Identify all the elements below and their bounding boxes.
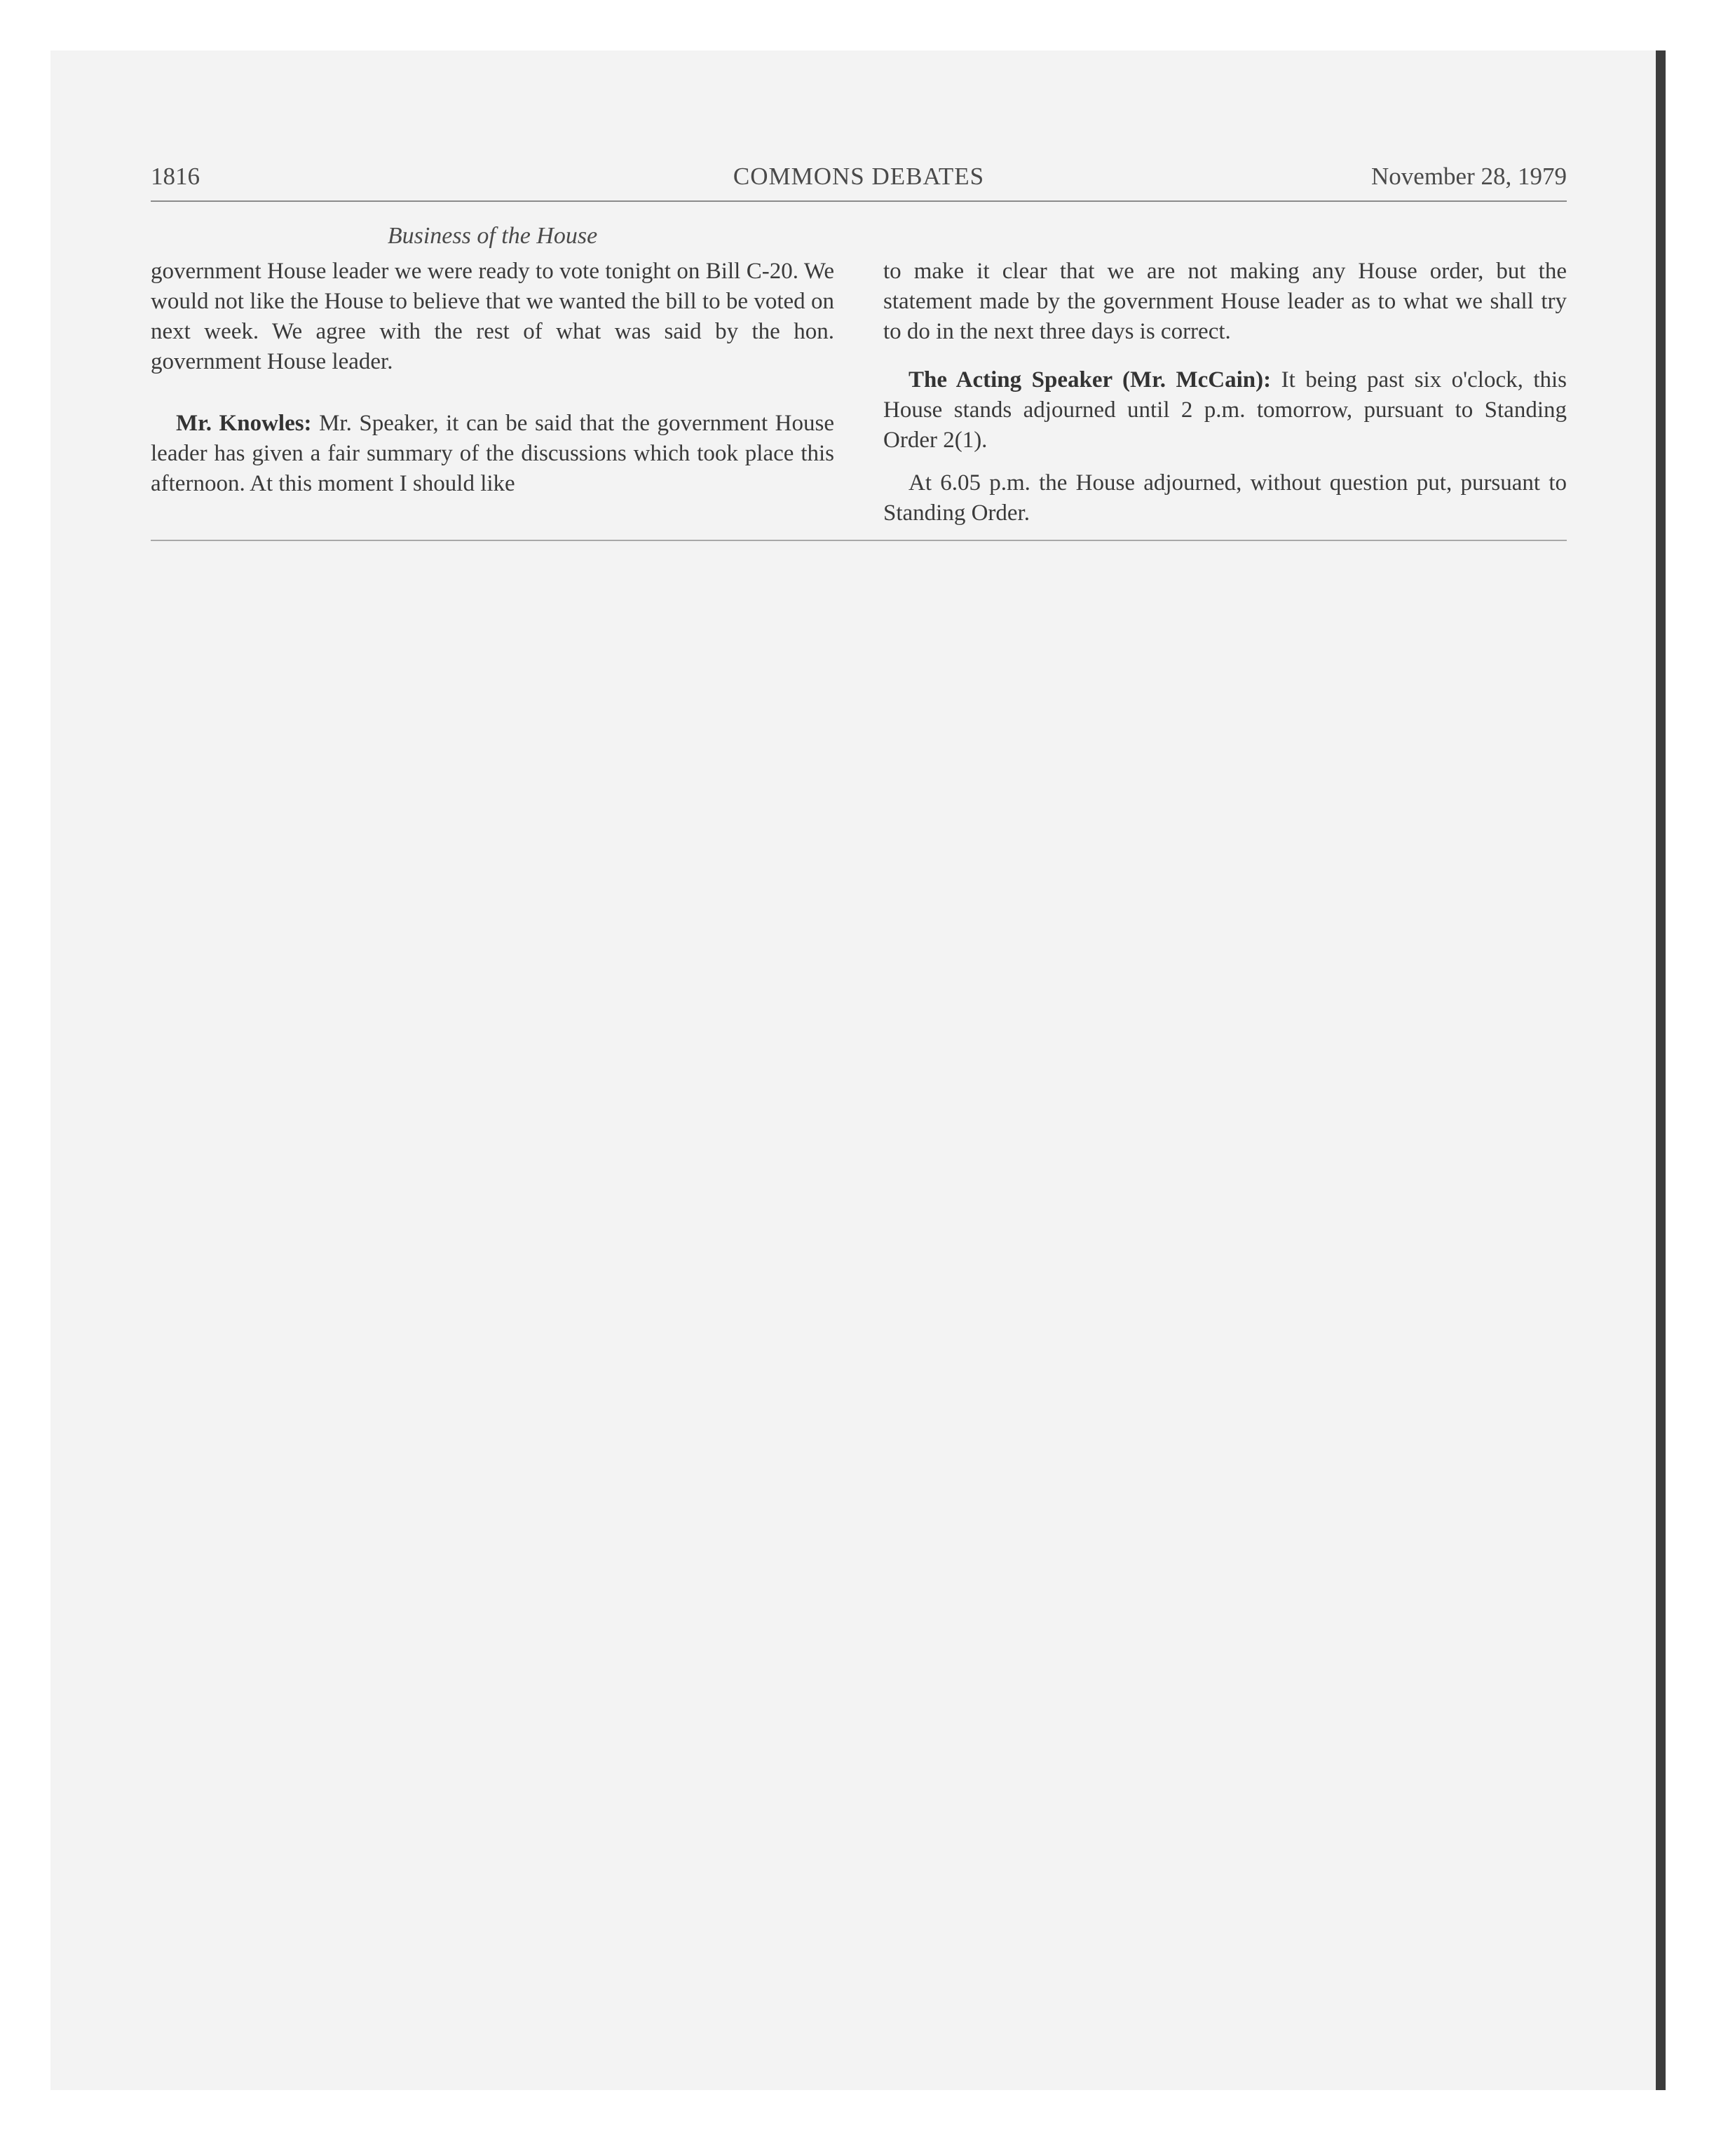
left-column bbox=[151, 257, 834, 499]
issue-date: November 28, 1979 bbox=[1371, 163, 1567, 190]
end-rule bbox=[151, 540, 1567, 541]
speech-text: Mr. Speaker, it can be said that the government House leader has given a fair summary of the discussions which took place this afternoon. At this moment I should like bbox=[151, 411, 834, 496]
paragraph bbox=[883, 365, 1567, 456]
page-number: 1816 bbox=[151, 163, 200, 190]
speech-text: It being past six o'clock, this House stands adjourned until 2 p.m. tomorrow, pursuant to Standing Order 2(1). bbox=[883, 367, 1567, 453]
paragraph: government House leader we were ready to vote tonight on Bill C-20. We would not like the House to believe that we wanted the bill to be voted on next week. We agree with the rest of what was said by the hon. government House leader. bbox=[151, 259, 834, 374]
header-rule bbox=[151, 200, 1567, 202]
paragraph bbox=[151, 409, 834, 499]
page-edge-shadow bbox=[1656, 50, 1666, 2090]
speaker-name: Mr. Knowles: bbox=[176, 411, 312, 436]
running-header bbox=[151, 163, 1567, 200]
speaker-name: The Acting Speaker (Mr. McCain): bbox=[909, 367, 1272, 393]
section-title: Business of the House bbox=[387, 223, 598, 249]
right-column bbox=[883, 257, 1567, 528]
paragraph: At 6.05 p.m. the House adjourned, without question put, pursuant to Standing Order. bbox=[883, 470, 1567, 526]
publication-title: COMMONS DEBATES bbox=[733, 163, 985, 190]
paragraph: to make it clear that we are not making any House order, but the statement made by the government House leader as to what we shall try to do in the next three days is correct. bbox=[883, 259, 1567, 344]
